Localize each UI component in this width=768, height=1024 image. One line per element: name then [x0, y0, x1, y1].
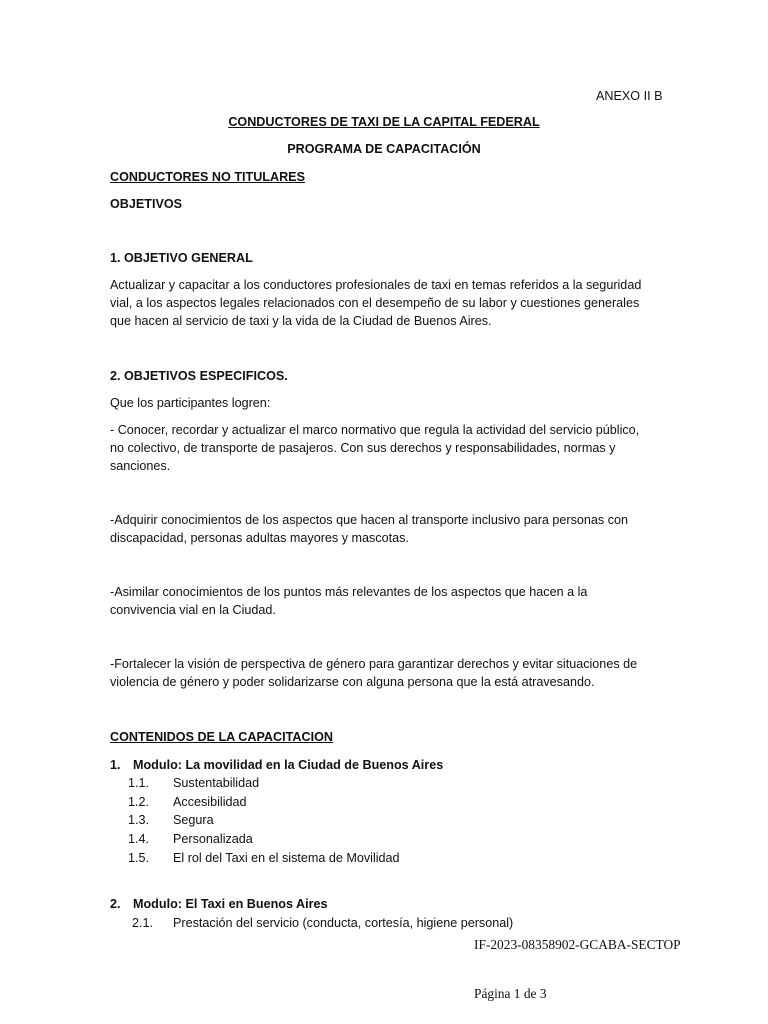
module-number: 1. — [110, 758, 121, 772]
objective-paragraph-line: -Fortalecer la visión de perspectiva de género para garantizar derechos y evitar situaciones de — [110, 657, 638, 671]
general-objective-heading: 1. OBJETIVO GENERAL — [110, 251, 253, 265]
general-objective-line: que hacen al servicio de taxi y la vida de la Ciudad de Buenos Aires. — [110, 314, 492, 328]
document-id: IF-2023-08358902-GCABA-SECTOP — [474, 937, 681, 952]
annex-label: ANEXO II B — [596, 89, 663, 103]
list-item-number: 2.1. — [132, 916, 154, 930]
list-item-number: 1.3. — [128, 813, 150, 827]
general-objective-line: vial, a los aspectos legales relacionados con el desempeño de su labor y cuestiones generales — [110, 296, 640, 310]
objective-paragraph-line: no colectivo, de transporte de pasajeros. Con sus derechos y responsabilidades, normas y — [110, 441, 616, 455]
list-item-text: El rol del Taxi en el sistema de Movilidad — [173, 851, 400, 865]
objective-paragraph-line: sanciones. — [110, 459, 171, 473]
list-item-text: Sustentabilidad — [173, 776, 260, 790]
module-title: Modulo: El Taxi en Buenos Aires — [133, 897, 328, 911]
contents-heading: CONTENIDOS DE LA CAPACITACION — [110, 730, 333, 744]
objective-paragraph-line: - Conocer, recordar y actualizar el marco normativo que regula la actividad del servicio público, — [110, 423, 640, 437]
specific-objectives-intro: Que los participantes logren: — [110, 396, 271, 410]
list-item-number: 1.5. — [128, 851, 150, 865]
list-item-number: 1.4. — [128, 832, 150, 846]
document-subtitle: PROGRAMA DE CAPACITACIÓN — [287, 142, 481, 156]
page-number: Página 1 de 3 — [474, 986, 547, 1001]
list-item-number: 1.1. — [128, 776, 150, 790]
objectives-heading: OBJETIVOS — [110, 197, 183, 211]
list-item-text: Prestación del servicio (conducta, cortesía, higiene personal) — [173, 916, 514, 930]
objective-paragraph-line: -Asimilar conocimientos de los puntos más relevantes de los aspectos que hacen a la — [110, 585, 588, 599]
objective-paragraph-line: discapacidad, personas adultas mayores y mascotas. — [110, 531, 409, 545]
objective-paragraph-line: convivencia vial en la Ciudad. — [110, 603, 276, 617]
objective-paragraph-line: -Adquirir conocimientos de los aspectos que hacen al transporte inclusivo para personas con — [110, 513, 629, 527]
list-item-text: Segura — [173, 813, 214, 827]
list-item-text: Accesibilidad — [173, 795, 247, 809]
module-title: Modulo: La movilidad en la Ciudad de Buenos Aires — [133, 758, 444, 772]
general-objective-line: Actualizar y capacitar a los conductores profesionales de taxi en temas referidos a la seguridad — [110, 278, 642, 292]
module-number: 2. — [110, 897, 121, 911]
list-item-number: 1.2. — [128, 795, 150, 809]
objective-paragraph-line: violencia de género y poder solidarizarse con alguna persona que la está atravesando. — [110, 675, 595, 689]
list-item-text: Personalizada — [173, 832, 253, 846]
audience-heading: CONDUCTORES NO TITULARES — [110, 170, 305, 184]
document-title: CONDUCTORES DE TAXI DE LA CAPITAL FEDERAL — [228, 115, 540, 129]
specific-objectives-heading: 2. OBJETIVOS ESPECIFICOS. — [110, 369, 288, 383]
